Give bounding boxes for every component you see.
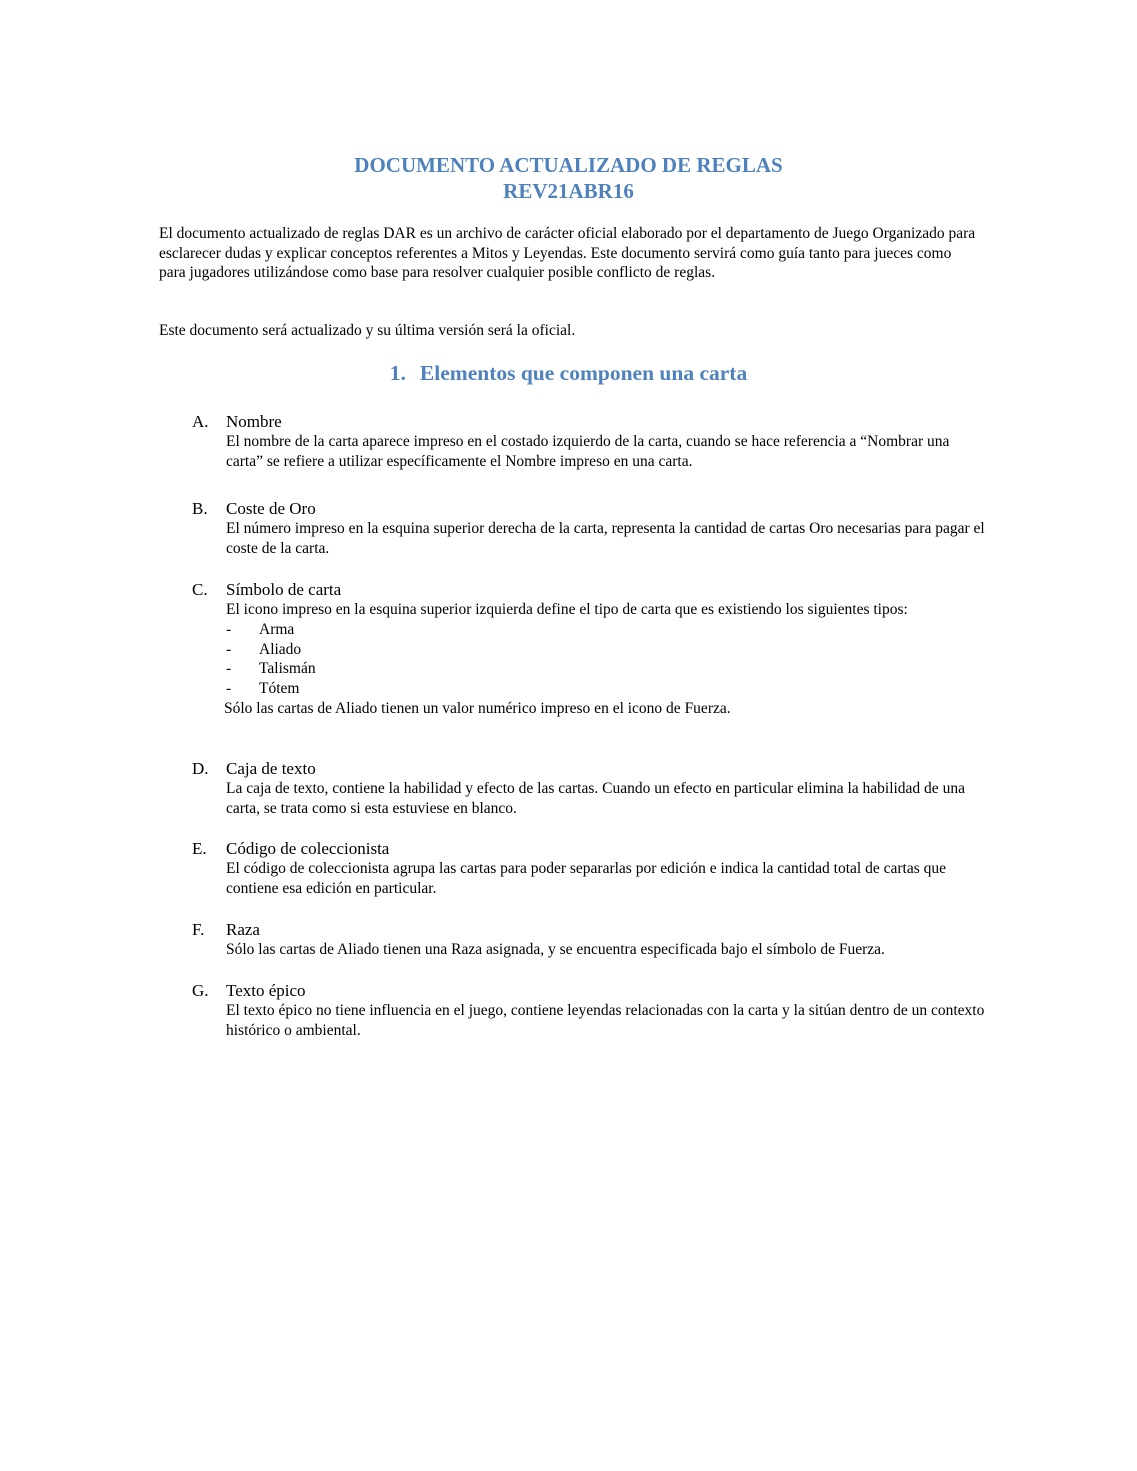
section-number: 1. [389, 361, 406, 385]
bullet-dash: - [226, 680, 232, 698]
intro-paragraph: El documento actualizado de reglas DAR es un archivo de carácter oficial elaborado por el departamento de Juego Organizado para esclarecer dudas y explicar conceptos referentes a Mitos y Leyendas. Este documento servirá como guía tanto para jueces como para jugadores utilizándose como base para resolver cualquier posible conflicto de reglas. [159, 225, 976, 282]
list-item [226, 640, 986, 660]
document-title [0, 152, 1137, 204]
bullet-text: Tótem [259, 680, 300, 698]
item-description: El código de coleccionista agrupa las cartas para poder separarlas por edición e indica la cantidad total de cartas que contiene esa edición en particular. [226, 860, 946, 897]
bullet-text: Talismán [259, 660, 316, 678]
item-letter: D. [192, 759, 209, 778]
bullet-dash: - [226, 660, 232, 678]
item-name: Nombre [226, 412, 282, 431]
intro-paragraph-version: Este documento será actualizado y su última versión será la oficial. [159, 322, 576, 339]
section-heading [0, 360, 1137, 386]
item-description: La caja de texto, contiene la habilidad y efecto de las cartas. Cuando un efecto en particular elimina la habilidad de una carta, se trata como si esta estuviese en blanco. [226, 780, 965, 817]
bullet-dash: - [226, 640, 232, 658]
item-letter: G. [192, 981, 209, 1000]
item-description: El número impreso en la esquina superior derecha de la carta, representa la cantidad de cartas Oro necesarias para pagar el coste de la carta. [226, 520, 985, 557]
item-name: Coste de Oro [226, 499, 316, 518]
item-letter: E. [192, 839, 207, 858]
bullet-text: Aliado [259, 640, 302, 658]
item-note: Sólo las cartas de Aliado tienen un valor numérico impreso en el icono de Fuerza. [224, 699, 731, 717]
item-letter: F. [192, 920, 205, 939]
item-letter: A. [192, 412, 209, 431]
item-description: El nombre de la carta aparece impreso en el costado izquierdo de la carta, cuando se hace referencia a “Nombrar una carta” se refiere a utilizar específicamente el Nombre impreso en una carta. [226, 433, 950, 470]
item-name: Texto épico [226, 981, 306, 1000]
title-line-1: DOCUMENTO ACTUALIZADO DE REGLAS [354, 153, 783, 177]
item-letter: B. [192, 499, 208, 518]
item-name: Símbolo de carta [226, 580, 342, 599]
list-item [226, 679, 986, 699]
bullet-dash: - [226, 620, 232, 638]
list-item [226, 620, 986, 640]
bullet-text: Arma [259, 620, 295, 638]
item-description: Sólo las cartas de Aliado tienen una Raza asignada, y se encuentra especificada bajo el símbolo de Fuerza. [226, 941, 885, 958]
title-line-2: REV21ABR16 [503, 179, 634, 203]
item-description-block [226, 600, 986, 719]
item-name: Raza [226, 920, 260, 939]
item-description: El icono impreso en la esquina superior izquierda define el tipo de carta que es existiendo los siguientes tipos: [226, 601, 908, 618]
item-name: Caja de texto [226, 759, 316, 778]
list-item [226, 659, 986, 679]
item-description: El texto épico no tiene influencia en el juego, contiene leyendas relacionadas con la carta y la sitúan dentro de un contexto histórico o ambiental. [226, 1002, 985, 1039]
section-title: Elementos que componen una carta [419, 361, 748, 385]
card-type-list [226, 620, 986, 699]
item-name: Código de coleccionista [226, 839, 390, 858]
item-letter: C. [192, 580, 208, 599]
